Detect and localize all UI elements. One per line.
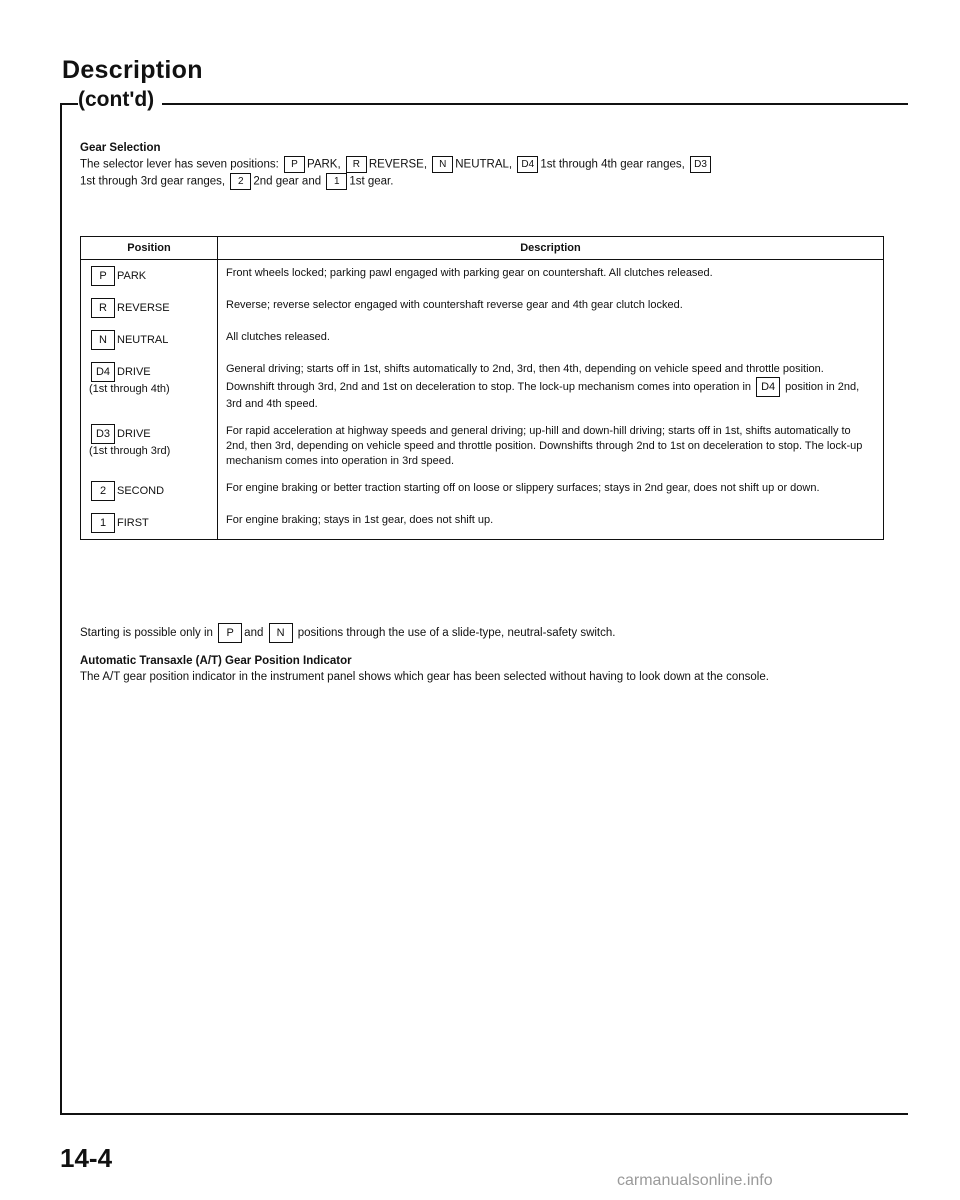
indicator-text: The A/T gear position indicator in the instrument panel shows which gear has been selected without having to look down at the console.	[80, 671, 769, 683]
description-text: General driving; starts off in 1st, shifts automatically to 2nd, 3rd, then 4th, depending on vehicle speed and throttle position. Downshift through 3rd, 2nd and 1st on deceleration to stop. The lock-up mechanism comes into operation in	[226, 363, 824, 393]
description-cell	[218, 356, 884, 418]
table-row	[81, 292, 884, 324]
notes-section	[80, 623, 900, 685]
position-box: D4	[91, 362, 115, 382]
gear-box-p: P	[218, 623, 242, 643]
position-box: N	[91, 330, 115, 350]
position-name: DRIVE	[117, 427, 151, 440]
gear-box-n: N	[432, 156, 453, 173]
position-cell	[81, 475, 218, 507]
description-cell: All clutches released.	[226, 331, 330, 343]
table-row	[81, 324, 884, 356]
bottom-rule	[60, 1113, 908, 1115]
starting-note	[80, 623, 900, 643]
gear-selection-line-1	[80, 156, 890, 173]
position-cell	[81, 292, 218, 324]
position-cell	[81, 418, 218, 475]
header-rule	[60, 103, 908, 105]
gear-box-1: 1	[326, 173, 347, 190]
gear-label-first: 1st gear.	[349, 175, 394, 188]
description-cell: For engine braking; stays in 1st gear, does not shift up.	[226, 514, 494, 526]
starting-note-prefix: Starting is possible only in	[80, 627, 213, 640]
position-name: REVERSE	[117, 301, 170, 314]
position-cell	[81, 260, 218, 293]
table-row	[81, 475, 884, 507]
table-row	[81, 356, 884, 418]
column-header-description: Description	[218, 237, 884, 260]
position-name: NEUTRAL	[117, 333, 169, 346]
position-box: D3	[91, 424, 115, 444]
gear-label-d3: 1st through 3rd gear ranges,	[80, 175, 226, 188]
starting-note-suffix: positions through the use of a slide-type, neutral-safety switch.	[297, 627, 616, 640]
gear-selection-intro: The selector lever has seven positions:	[80, 158, 279, 171]
gear-selection-line-2	[80, 173, 890, 190]
gear-label-second: 2nd gear and	[253, 175, 322, 188]
position-box: 2	[91, 481, 115, 501]
description-cell: For engine braking or better traction starting off on loose or slippery surfaces; stays in 2nd gear, does not shift up or down.	[226, 482, 820, 494]
indicator-heading: Automatic Transaxle (A/T) Gear Position Indicator	[80, 655, 352, 667]
position-cell	[81, 324, 218, 356]
gear-label-reverse: REVERSE,	[368, 158, 428, 171]
position-cell	[81, 356, 218, 418]
position-box: 1	[91, 513, 115, 533]
position-name: FIRST	[117, 516, 149, 529]
inline-gear-box-d4: D4	[756, 377, 780, 397]
page-number: 14-4	[60, 1143, 113, 1173]
gear-box-p: P	[284, 156, 305, 173]
position-name: SECOND	[117, 484, 165, 497]
description-cell: Front wheels locked; parking pawl engaged with parking gear on countershaft. All clutches released.	[226, 267, 713, 279]
gear-box-n: N	[269, 623, 293, 643]
description-cell: For rapid acceleration at highway speeds and general driving; up-hill and down-hill driving; starts off in 1st, shifts automatically to 2nd, then 3rd, depending on vehicle speed and throttle position. Downshifts through 2nd to 1st on deceleration to stop. The lock-up mechanism comes into operation in 3rd speed.	[226, 425, 863, 467]
position-subtext: (1st through 4th)	[89, 383, 170, 395]
page-title: Description	[62, 56, 203, 84]
gear-position-table	[80, 236, 884, 540]
gear-label-park: PARK,	[307, 158, 341, 171]
position-subtext: (1st through 3rd)	[89, 445, 171, 457]
gear-selection-section	[80, 140, 890, 190]
left-rule	[60, 103, 62, 1115]
table-header-row	[81, 237, 884, 260]
gear-box-d3: D3	[690, 156, 711, 173]
description-text: position in 2nd, 3rd and 4th speed.	[226, 380, 860, 410]
gear-box-2: 2	[230, 173, 251, 190]
gear-label-neutral: NEUTRAL,	[455, 158, 513, 171]
table-row	[81, 507, 884, 540]
column-header-position: Position	[81, 237, 218, 260]
gear-box-d4: D4	[517, 156, 538, 173]
gear-label-d4: 1st through 4th gear ranges,	[540, 158, 685, 171]
gear-box-r: R	[346, 156, 367, 173]
watermark-text: carmanualsonline.info	[617, 1172, 773, 1189]
position-cell	[81, 507, 218, 540]
page-subtitle: (cont'd)	[78, 88, 162, 112]
position-box: P	[91, 266, 115, 286]
position-name: DRIVE	[117, 365, 151, 378]
position-name: PARK	[117, 269, 147, 282]
table-row	[81, 260, 884, 293]
gear-selection-heading: Gear Selection	[80, 142, 161, 154]
table-row	[81, 418, 884, 475]
description-cell: Reverse; reverse selector engaged with countershaft reverse gear and 4th gear clutch locked.	[226, 299, 683, 311]
starting-note-and: and	[244, 627, 264, 640]
position-box: R	[91, 298, 115, 318]
